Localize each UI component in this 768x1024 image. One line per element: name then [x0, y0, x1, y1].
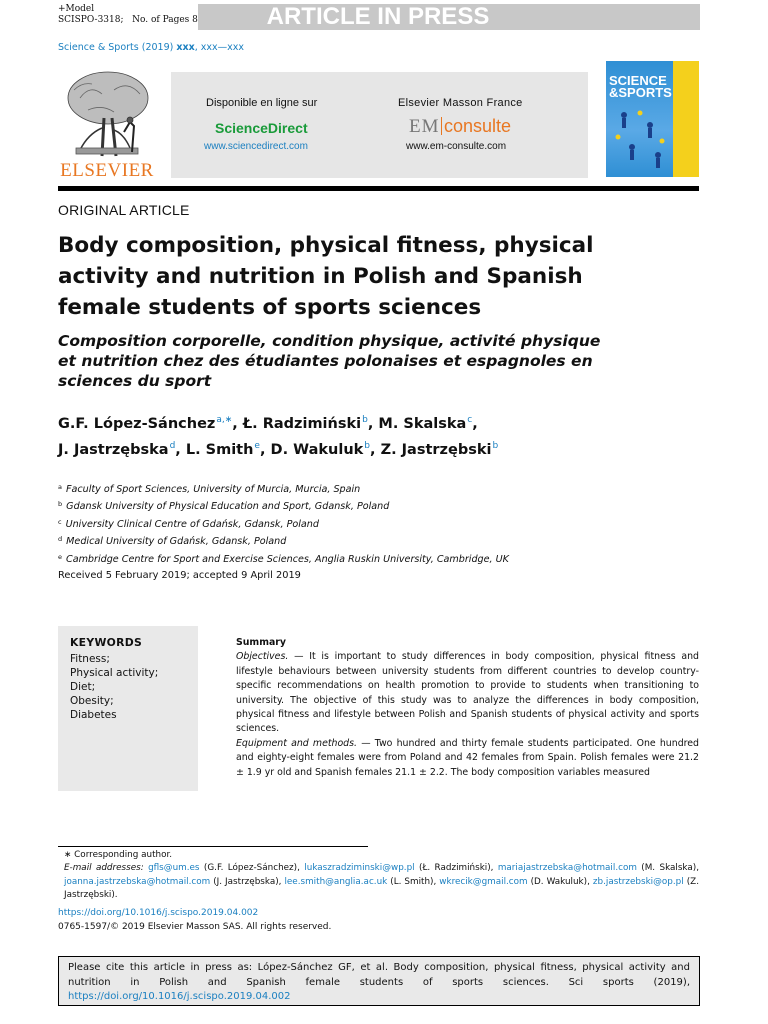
- model-label: +Model: [58, 4, 95, 14]
- author: [243, 416, 379, 432]
- elsevier-wordmark: ELSEVIER: [60, 160, 154, 181]
- author-name: M. Skalska: [378, 416, 467, 432]
- email-link[interactable]: zb.jastrzebski@op.pl: [592, 876, 684, 887]
- affiliation-key: b: [58, 500, 63, 509]
- keyword-item: Fitness;: [70, 653, 110, 665]
- author: [381, 442, 499, 458]
- author-name: Z. Jastrzębski: [380, 442, 492, 458]
- running-head: [58, 4, 700, 30]
- author-affiliation-mark[interactable]: a,∗: [216, 415, 233, 425]
- keywords-box: [58, 626, 198, 791]
- author: [378, 416, 477, 432]
- corresponding-author-note: ∗ Corresponding author.: [64, 850, 173, 860]
- email-owner: (Ł. Radzimiński),: [414, 863, 498, 874]
- author-affiliation-mark[interactable]: e: [254, 441, 260, 451]
- journal-reference[interactable]: [58, 42, 244, 53]
- header-rule: [58, 186, 699, 191]
- author-separator: ,: [259, 442, 271, 458]
- email-owner: (Z. Jastrzębski).: [64, 876, 699, 900]
- journal-ref-prefix: Science & Sports (2019): [58, 42, 177, 53]
- em-consulte-logo[interactable]: [409, 116, 511, 138]
- elsevier-masson-label: Elsevier Masson France: [398, 97, 523, 109]
- em-logo-divider: [441, 117, 443, 135]
- affiliation: [58, 497, 698, 514]
- abstract-objectives-label: Objectives.: [236, 651, 289, 663]
- citation-box: [58, 956, 700, 1006]
- affiliation-text: University Clinical Centre of Gdańsk, Gdansk, Poland: [65, 518, 319, 530]
- abstract: [236, 636, 699, 780]
- available-online-label: Disponible en ligne sur: [206, 97, 318, 109]
- author-name: L. Smith: [185, 442, 254, 458]
- em-logo-text: EM: [409, 116, 440, 137]
- cover-athletes-icon: [610, 105, 672, 173]
- author-separator: ,: [370, 442, 381, 458]
- journal-ref-volume: xxx: [176, 42, 195, 53]
- email-link[interactable]: joanna.jastrzebska@hotmail.com: [64, 876, 211, 887]
- keywords-heading: KEYWORDS: [70, 636, 143, 649]
- abstract-methods: [236, 737, 699, 780]
- abstract-methods-label: Equipment and methods.: [236, 737, 358, 749]
- footnote-rule: [58, 846, 368, 847]
- consulte-logo-text: consulte: [444, 116, 512, 136]
- affiliation: [58, 550, 698, 567]
- summary-heading: Summary: [236, 637, 287, 648]
- author-list: [58, 409, 658, 461]
- keyword-item: Obesity;: [70, 695, 114, 707]
- author-name: G.F. López-Sánchez: [58, 416, 216, 432]
- email-link[interactable]: wkrecik@gmail.com: [439, 876, 528, 887]
- affiliation-text: Faculty of Sport Sciences, University of Murcia, Murcia, Spain: [65, 484, 361, 495]
- affiliation-key: a: [58, 483, 62, 491]
- author: [58, 416, 243, 432]
- citation-doi-link[interactable]: https://doi.org/10.1016/j.scispo.2019.04.002: [68, 991, 291, 1002]
- citation-text: Please cite this article in press as: López-Sánchez GF, et al. Body composition, physical fitness, physical activity and nutrition in Polish and Spanish female students of sports sciences. Sci sports (2019),: [68, 962, 690, 988]
- author: [186, 442, 271, 458]
- author-affiliation-mark[interactable]: d: [169, 441, 176, 451]
- cover-title: [609, 75, 672, 99]
- copyright-notice: 0765-1597/© 2019 Elsevier Masson SAS. All rights reserved.: [58, 922, 332, 932]
- abstract-methods-text: — Two hundred and thirty female students participated. One hundred and eighty-eight females were from Poland and 42 females from Spain. Polish females were 21.2 ± 1.9 yr old and Spanish females 21.1 ± 2.2. The body composition variables measured: [236, 737, 700, 778]
- email-owner: (L. Smith),: [387, 876, 440, 887]
- author-separator: ,: [367, 416, 379, 432]
- email-owner: (M. Skalska),: [636, 863, 699, 874]
- author-affiliation-mark[interactable]: c: [467, 415, 473, 425]
- author-name: Ł. Radzimiński: [242, 416, 362, 432]
- sciencedirect-logo[interactable]: ScienceDirect: [215, 120, 308, 136]
- email-owner: (D. Wakuluk),: [527, 876, 593, 887]
- footnotes: [58, 849, 699, 902]
- cover-title-line-1: SCIENCE: [609, 73, 667, 88]
- cover-contents-strip: [673, 61, 699, 177]
- affiliation-key: e: [58, 552, 62, 561]
- cover-title-line-2: &SPORTS: [609, 85, 672, 100]
- abstract-objectives-text: — It is important to study differences in body composition, physical fitness and lifestyle behaviours between university students from different countries to develop country-specific recommendations on health promotion to provide to students when transitioning to university. The objective of this study was to analyze the differences in body composition, physical fitness and lifestyle between Polish and Spanish students of physical activity and sports sciences.: [236, 651, 699, 735]
- affiliation-text: Gdansk University of Physical Education and Sport, Gdansk, Poland: [66, 501, 390, 513]
- article-in-press-text: ARTICLE IN PRESS: [266, 3, 490, 30]
- author: [271, 442, 381, 458]
- affiliation: [58, 515, 698, 532]
- doi-link[interactable]: https://doi.org/10.1016/j.scispo.2019.04.002: [58, 908, 259, 918]
- author-separator: ,: [175, 442, 186, 458]
- author-affiliation-mark[interactable]: b: [364, 441, 371, 451]
- journal-cover-image[interactable]: [606, 61, 699, 177]
- author: [58, 442, 186, 458]
- keyword-item: Diabetes: [70, 709, 117, 721]
- author-separator: ,: [472, 416, 478, 432]
- affiliation-key: c: [58, 517, 62, 526]
- em-consulte-link[interactable]: www.em-consulte.com: [406, 141, 507, 152]
- author-affiliation-mark[interactable]: b: [492, 441, 499, 451]
- email-addresses-label: E-mail addresses:: [64, 863, 149, 874]
- author-separator: ,: [232, 416, 243, 432]
- affiliation-text: Cambridge Centre for Sport and Exercise Sciences, Anglia Ruskin University, Cambridge, UK: [66, 553, 509, 565]
- publisher-banner: [171, 72, 588, 178]
- email-link[interactable]: lukaszradziminski@wp.pl: [304, 863, 415, 874]
- keyword-item: Diet;: [70, 681, 96, 693]
- affiliation: [58, 532, 698, 549]
- abstract-objectives: [236, 650, 699, 736]
- email-link[interactable]: mariajastrzebska@hotmail.com: [497, 863, 637, 874]
- email-link[interactable]: lee.smith@anglia.ac.uk: [284, 876, 388, 887]
- article-in-press-banner: [198, 4, 700, 30]
- email-owner: (J. Jastrzębska),: [210, 876, 285, 887]
- email-addresses: [58, 862, 699, 902]
- article-subtitle-french: Composition corporelle, condition physique, activité physique et nutrition chez des étudiantes polonaises et espagnoles en sciences du sport: [58, 332, 601, 390]
- article-ref: SCISPO-3318; No. of Pages 8: [58, 15, 198, 25]
- email-link[interactable]: gfls@um.es: [148, 863, 200, 874]
- journal-ref-pages: , xxx—xxx: [194, 42, 245, 53]
- affiliation: [58, 480, 698, 497]
- affiliation-text: Medical University of Gdańsk, Gdansk, Poland: [66, 536, 287, 548]
- sciencedirect-link[interactable]: www.sciencedirect.com: [204, 141, 308, 152]
- article-title: Body composition, physical fitness, physical activity and nutrition in Polish and Spanish female students of sports sciences: [58, 233, 594, 320]
- email-owner: (G.F. López-Sánchez),: [199, 863, 305, 874]
- author-name: J. Jastrzębska: [58, 442, 169, 458]
- received-accepted-dates: Received 5 February 2019; accepted 9 April 2019: [58, 570, 301, 581]
- affiliation-list: [58, 480, 698, 567]
- article-type-label: ORIGINAL ARTICLE: [58, 202, 190, 218]
- keyword-item: Physical activity;: [70, 667, 159, 679]
- author-name: D. Wakuluk: [270, 442, 364, 458]
- affiliation-key: d: [58, 535, 63, 544]
- author-affiliation-mark[interactable]: b: [362, 415, 368, 425]
